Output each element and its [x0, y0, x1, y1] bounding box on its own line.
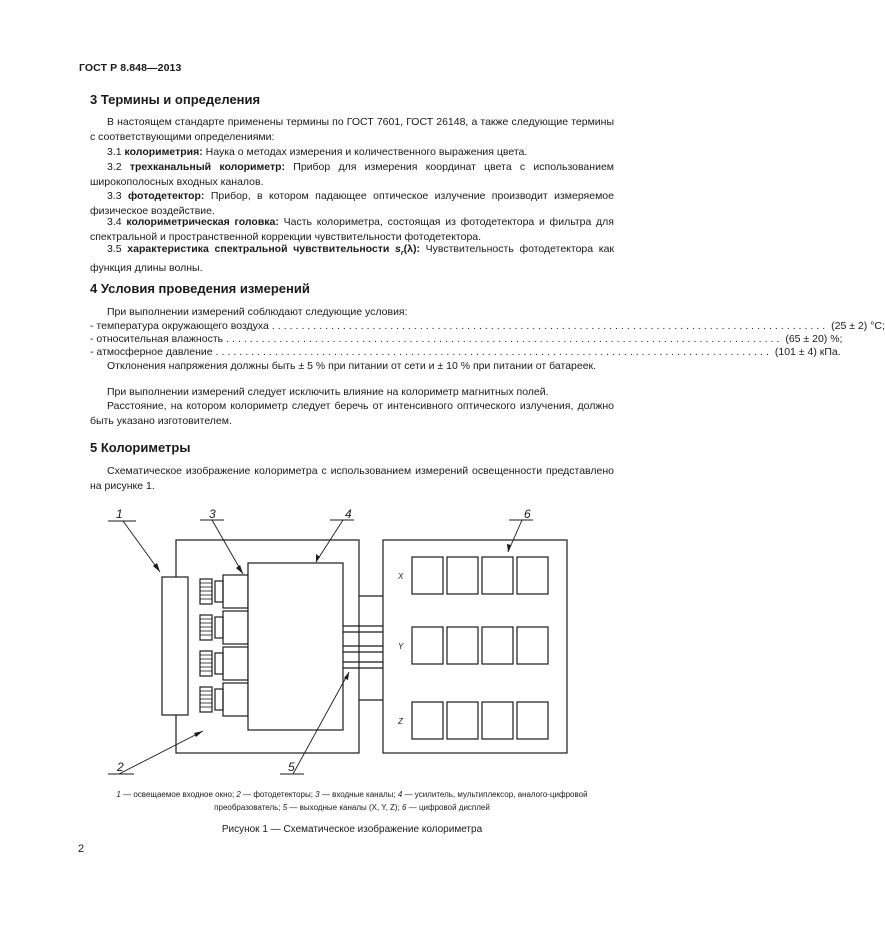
callout-1: 1	[116, 507, 123, 521]
section-3-intro: В настоящем стандарте применены термины по ГОСТ 7601, ГОСТ 26148, а также следующие термины с соответствующими определениями:	[90, 116, 614, 143]
figure-legend: 1 — освещаемое входное окно; 2 — фотодетекторы; 3 — входные каналы; 4 — усилитель, мультиплексор, аналого-цифровой преобразователь; 5 — выходные каналы (X, Y, Z); 6 — цифровой дисплей	[116, 790, 588, 812]
callout-3: 3	[209, 507, 216, 521]
section-5-title: 5 Колориметры	[90, 440, 191, 455]
output-channels	[343, 596, 383, 700]
term-3-1: 3.1 колориметрия: Наука о методах измерения и количественного выражения цвета.	[107, 146, 528, 158]
callout-4: 4	[345, 507, 352, 521]
section-3-title: 3 Термины и определения	[90, 92, 261, 107]
section-4-distance: Расстояние, на котором колориметр следует беречь от интенсивного оптического излучения, должно быть указано изготовителем.	[90, 400, 614, 427]
callout-5: 5	[288, 760, 295, 774]
term-3-4: 3.4 колориметрическая головка: Часть колориметра, состоящая из фотодетектора и фильтра для спектральной и пространственной коррекции чувствительности фотодетектора.	[90, 216, 614, 243]
row-label-x: X	[398, 572, 404, 581]
term-3-3: 3.3 фотодетектор: Прибор, в котором падающее оптическое излучение производит измеряемое физическое воздействие.	[90, 190, 614, 217]
callout-2: 2	[117, 760, 124, 774]
section-4-intro: При выполнении измерений соблюдают следующие условия:	[107, 306, 408, 318]
condition-temperature: - температура окружающего воздуха .............................................................................................. (25 ± 2) °С;	[90, 320, 885, 332]
callout-6: 6	[524, 507, 531, 521]
row-label-z: Z	[398, 717, 403, 726]
digital-display	[383, 540, 567, 753]
condition-humidity: - относительная влажность .............................................................................................. (65 ± 20) %;	[90, 333, 843, 345]
term-3-5: 3.5 характеристика спектральной чувствительности $s_r(\lambda)$: Чувствительность фотодетектора как функция длины волны.	[90, 243, 615, 275]
input-channels	[215, 575, 248, 716]
row-label-y: Y	[398, 642, 404, 651]
section-5-intro: Схематическое изображение колориметра с использованием измерений освещенности представлено на рисунке 1.	[90, 465, 614, 492]
figure-title: Рисунок 1 — Схематическое изображение колориметра	[221, 824, 483, 835]
term-3-2: 3.2 трехканальный колориметр: Прибор для измерения координат цвета с использованием широкополосных входных каналов.	[90, 161, 614, 188]
section-4-magnetic: При выполнении измерений следует исключить влияние на колориметр магнитных полей.	[107, 386, 549, 398]
display-digits	[412, 557, 548, 739]
section-4-title: 4 Условия проведения измерений	[90, 281, 310, 296]
condition-pressure: - атмосферное давление .............................................................................................. (101 ± 4) кПа.	[90, 346, 841, 358]
amplifier-adc	[248, 563, 343, 730]
document-header: ГОСТ Р 8.848—2013	[79, 62, 182, 74]
input-window	[162, 577, 188, 715]
page-number: 2	[78, 843, 85, 855]
section-4-voltage: Отклонения напряжения должны быть ± 5 % при питании от сети и ± 10 % при питании от батареек.	[107, 360, 597, 372]
